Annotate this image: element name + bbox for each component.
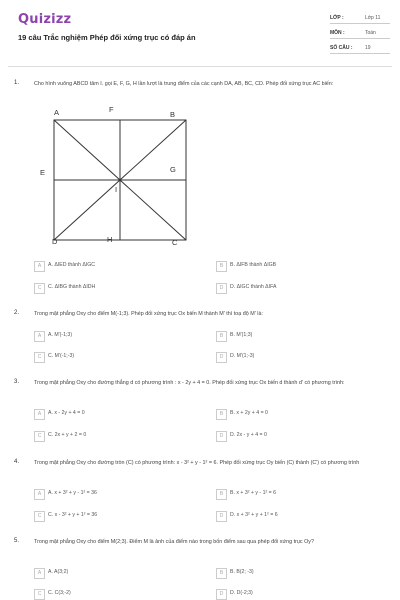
option-c[interactable] bbox=[34, 352, 194, 363]
meta-count bbox=[330, 42, 390, 54]
option-b[interactable] bbox=[216, 489, 376, 500]
question-number: 3. bbox=[14, 379, 20, 385]
option-text: D. 2x - y + 4 = 0 bbox=[230, 432, 267, 438]
label-d: D bbox=[52, 237, 58, 246]
question-number: 4. bbox=[14, 459, 20, 465]
square-figure bbox=[34, 100, 204, 250]
question-text: Trong mặt phẳng Oxy cho điểm M(2;3). Điểm M là ảnh của điểm nào trong bốn điểm sau qua phép đối xứng trục Oy? bbox=[34, 539, 314, 545]
option-a[interactable] bbox=[34, 568, 194, 579]
option-a[interactable] bbox=[34, 489, 194, 500]
option-b[interactable] bbox=[216, 409, 376, 420]
option-text: C. 2x + y + 2 = 0 bbox=[48, 432, 87, 438]
meta-value: 19 bbox=[365, 45, 371, 51]
option-letter: B bbox=[216, 409, 227, 420]
option-text: C. x - 3² + y + 1² = 36 bbox=[48, 512, 98, 518]
option-d[interactable] bbox=[216, 283, 376, 294]
option-a[interactable] bbox=[34, 331, 194, 342]
label-i: I bbox=[115, 185, 118, 194]
option-text: D. D(-2;3) bbox=[230, 590, 253, 596]
header-divider bbox=[8, 66, 392, 67]
option-d[interactable] bbox=[216, 431, 376, 442]
option-a[interactable] bbox=[34, 261, 194, 272]
option-c[interactable] bbox=[34, 431, 194, 442]
meta-value: Lớp 11 bbox=[365, 15, 381, 21]
question-text: Trong mặt phẳng Oxy cho điểm M(-1;3). Phép đối xứng trục Ox biến M thành M' thì toạ độ M' là: bbox=[34, 311, 263, 317]
label-h: H bbox=[107, 235, 113, 244]
quizizz-logo: Quizizz bbox=[18, 12, 72, 27]
option-text: B. B(2; -3) bbox=[230, 569, 254, 575]
option-letter: D bbox=[216, 589, 227, 600]
label-a: A bbox=[54, 108, 60, 117]
option-text: C. C(3;-2) bbox=[48, 590, 71, 596]
option-letter: C bbox=[34, 431, 45, 442]
option-letter: D bbox=[216, 352, 227, 363]
option-text: C. M'(-1;-3) bbox=[48, 353, 75, 359]
option-text: A. ΔIED thành ΔIGC bbox=[48, 262, 96, 268]
option-b[interactable] bbox=[216, 261, 376, 272]
option-letter: C bbox=[34, 589, 45, 600]
option-letter: D bbox=[216, 431, 227, 442]
option-d[interactable] bbox=[216, 511, 376, 522]
worksheet-header bbox=[0, 0, 400, 62]
question-number: 1. bbox=[14, 80, 20, 86]
question-number: 5. bbox=[14, 538, 20, 544]
option-letter: B bbox=[216, 568, 227, 579]
option-c[interactable] bbox=[34, 283, 194, 294]
option-c[interactable] bbox=[34, 589, 194, 600]
option-text: A. M'(-1;3) bbox=[48, 332, 73, 338]
option-text: A. A(3;2) bbox=[48, 569, 69, 575]
option-letter: D bbox=[216, 511, 227, 522]
option-text: B. x + 3² + y - 1² = 6 bbox=[230, 490, 276, 496]
option-letter: D bbox=[216, 283, 227, 294]
option-text: C. ΔIBG thành ΔIDH bbox=[48, 284, 96, 290]
label-e: E bbox=[40, 168, 46, 177]
question-number: 2. bbox=[14, 310, 20, 316]
option-letter: C bbox=[34, 511, 45, 522]
option-letter: B bbox=[216, 489, 227, 500]
question-text: Trong mặt phẳng Oxy cho đường tròn (C) có phương trình: x - 3² + y - 1² = 6. Phép đối xứng trục Oy biến (C) thành (C') có phương trình bbox=[34, 460, 360, 466]
option-text: D. M'(1;-3) bbox=[230, 353, 255, 359]
option-b[interactable] bbox=[216, 331, 376, 342]
option-letter: A bbox=[34, 568, 45, 579]
option-letter: A bbox=[34, 261, 45, 272]
option-text: A. x + 3² + y - 1² = 36 bbox=[48, 490, 97, 496]
option-a[interactable] bbox=[34, 409, 194, 420]
option-text: B. x + 2y + 4 = 0 bbox=[230, 410, 268, 416]
option-text: B. ΔIFB thành ΔIGB bbox=[230, 262, 277, 268]
label-c: C bbox=[172, 238, 178, 247]
option-letter: C bbox=[34, 352, 45, 363]
question-text: Trong mặt phẳng Oxy cho đường thẳng d có phương trình : x - 2y + 4 = 0. Phép đối xứng trục Ox biến d thành d' có phương trình: bbox=[34, 380, 345, 386]
meta-key: LỚP : bbox=[330, 15, 344, 21]
option-text: D. x + 3² + y + 1² = 6 bbox=[230, 512, 278, 518]
option-letter: A bbox=[34, 409, 45, 420]
label-f: F bbox=[109, 105, 114, 114]
option-b[interactable] bbox=[216, 568, 376, 579]
option-text: D. ΔIGC thành ΔIFA bbox=[230, 284, 277, 290]
meta-value: Toán bbox=[365, 30, 376, 36]
meta-class bbox=[330, 12, 390, 24]
option-letter: B bbox=[216, 261, 227, 272]
option-d[interactable] bbox=[216, 589, 376, 600]
option-letter: B bbox=[216, 331, 227, 342]
meta-subject bbox=[330, 27, 390, 39]
meta-key: SỐ CÂU : bbox=[330, 45, 353, 51]
option-letter: C bbox=[34, 283, 45, 294]
question-text: Cho hình vuông ABCD tâm I. gọi E, F, G, H lần lượt là trung điểm của các cạnh DA, AB, BC, CD. Phép đối xứng trục AC biến: bbox=[34, 81, 334, 87]
option-text: B. M'(1;3) bbox=[230, 332, 253, 338]
option-d[interactable] bbox=[216, 352, 376, 363]
option-text: A. x - 2y + 4 = 0 bbox=[48, 410, 85, 416]
label-b: B bbox=[170, 110, 176, 119]
worksheet-title: 19 câu Trắc nghiệm Phép đối xứng trục có đáp án bbox=[18, 33, 196, 42]
meta-key: MÔN : bbox=[330, 30, 345, 36]
option-letter: A bbox=[34, 489, 45, 500]
option-c[interactable] bbox=[34, 511, 194, 522]
label-g: G bbox=[170, 165, 176, 174]
option-letter: A bbox=[34, 331, 45, 342]
